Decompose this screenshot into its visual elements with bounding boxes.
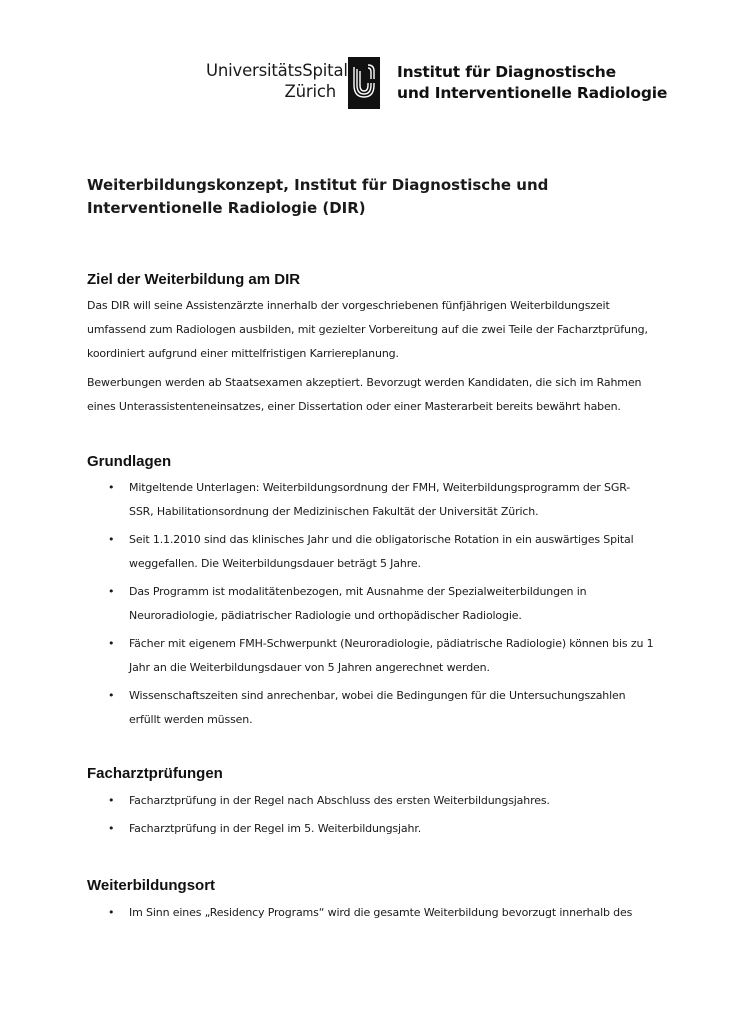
usz-logo-icon xyxy=(348,57,380,109)
list-item-line: Im Sinn eines „Residency Programs“ wird die gesamte Weiterbildung bevorzugt innerhalb des xyxy=(129,906,633,919)
paragraph-line: eines Unterassistenteneinsatzes, einer Dissertation oder einer Masterarbeit bereits bewährt haben. xyxy=(87,400,621,413)
list-item xyxy=(87,528,662,576)
bullet-icon: • xyxy=(108,689,115,702)
paragraph-line: umfassend zum Radiologen ausbilden, mit gezielter Vorbereitung auf die zwei Teile der Facharztprüfung, xyxy=(87,323,648,336)
bullet-icon: • xyxy=(108,481,115,494)
list-item-line: Facharztprüfung in der Regel nach Abschluss des ersten Weiterbildungsjahres. xyxy=(129,794,550,807)
document-title-line1: Weiterbildungskonzept, Institut für Diagnostische und xyxy=(87,176,549,194)
bullet-icon: • xyxy=(108,822,115,835)
section-heading-ziel: Ziel der Weiterbildung am DIR xyxy=(87,271,301,288)
bullet-icon: • xyxy=(108,794,115,807)
list-item xyxy=(87,684,662,732)
list-item xyxy=(87,817,662,841)
list-item xyxy=(87,476,662,524)
bullet-icon: • xyxy=(108,533,115,546)
section-heading-grundlagen: Grundlagen xyxy=(87,453,172,470)
institute-name-line1: Institut für Diagnostische xyxy=(397,63,616,81)
list-item-line: Das Programm ist modalitätenbezogen, mit Ausnahme der Spezialweiterbildungen in xyxy=(129,585,587,598)
list-item-line: Fächer mit eigenem FMH-Schwerpunkt (Neuroradiologie, pädiatrische Radiologie) können bis zu 1 xyxy=(129,637,654,650)
institute-name xyxy=(397,62,667,104)
paragraph-ziel-2 xyxy=(87,371,657,419)
bullet-icon: • xyxy=(108,585,115,598)
list-item-line: erfüllt werden müssen. xyxy=(129,713,253,726)
institute-name-line2: und Interventionelle Radiologie xyxy=(397,84,668,102)
paragraph-line: Bewerbungen werden ab Staatsexamen akzeptiert. Bevorzugt werden Kandidaten, die sich im Rahmen xyxy=(87,376,642,389)
hospital-name xyxy=(206,60,348,102)
paragraph-line: koordiniert aufgrund einer mittelfristigen Karriereplanung. xyxy=(87,347,399,360)
hospital-name-line1: UniversitätsSpital xyxy=(206,61,348,80)
grundlagen-list xyxy=(87,476,662,732)
section-heading-facharztpruefungen: Facharztprüfungen xyxy=(87,765,223,782)
list-item-line: Jahr an die Weiterbildungsdauer von 5 Jahren angerechnet werden. xyxy=(129,661,490,674)
list-item-line: Seit 1.1.2010 sind das klinisches Jahr und die obligatorische Rotation in ein auswärtiges Spital xyxy=(129,533,634,546)
page-header xyxy=(0,0,729,130)
paragraph-ziel-1 xyxy=(87,294,657,366)
document-title-line2: Interventionelle Radiologie (DIR) xyxy=(87,199,366,217)
hospital-name-line2: Zürich xyxy=(284,82,336,101)
bullet-icon: • xyxy=(108,906,115,919)
list-item-line: SSR, Habilitationsordnung der Medizinischen Fakultät der Universität Zürich. xyxy=(129,505,539,518)
list-item xyxy=(87,580,662,628)
list-item xyxy=(87,789,662,813)
list-item-line: Facharztprüfung in der Regel im 5. Weiterbildungsjahr. xyxy=(129,822,422,835)
list-item-line: weggefallen. Die Weiterbildungsdauer beträgt 5 Jahre. xyxy=(129,557,421,570)
list-item-line: Wissenschaftszeiten sind anrechenbar, wobei die Bedingungen für die Untersuchungszahlen xyxy=(129,689,626,702)
list-item-line: Mitgeltende Unterlagen: Weiterbildungsordnung der FMH, Weiterbildungsprogramm der SGR- xyxy=(129,481,631,494)
paragraph-line: Das DIR will seine Assistenzärzte innerhalb der vorgeschriebenen fünfjährigen Weiterbildungszeit xyxy=(87,299,610,312)
bullet-icon: • xyxy=(108,637,115,650)
list-item xyxy=(87,901,662,925)
document-title xyxy=(87,174,548,220)
list-item xyxy=(87,632,662,680)
facharzt-list xyxy=(87,789,662,841)
section-heading-weiterbildungsort: Weiterbildungsort xyxy=(87,877,216,894)
list-item-line: Neuroradiologie, pädiatrischer Radiologie und orthopädischer Radiologie. xyxy=(129,609,522,622)
weiterbildungsort-list xyxy=(87,901,662,925)
